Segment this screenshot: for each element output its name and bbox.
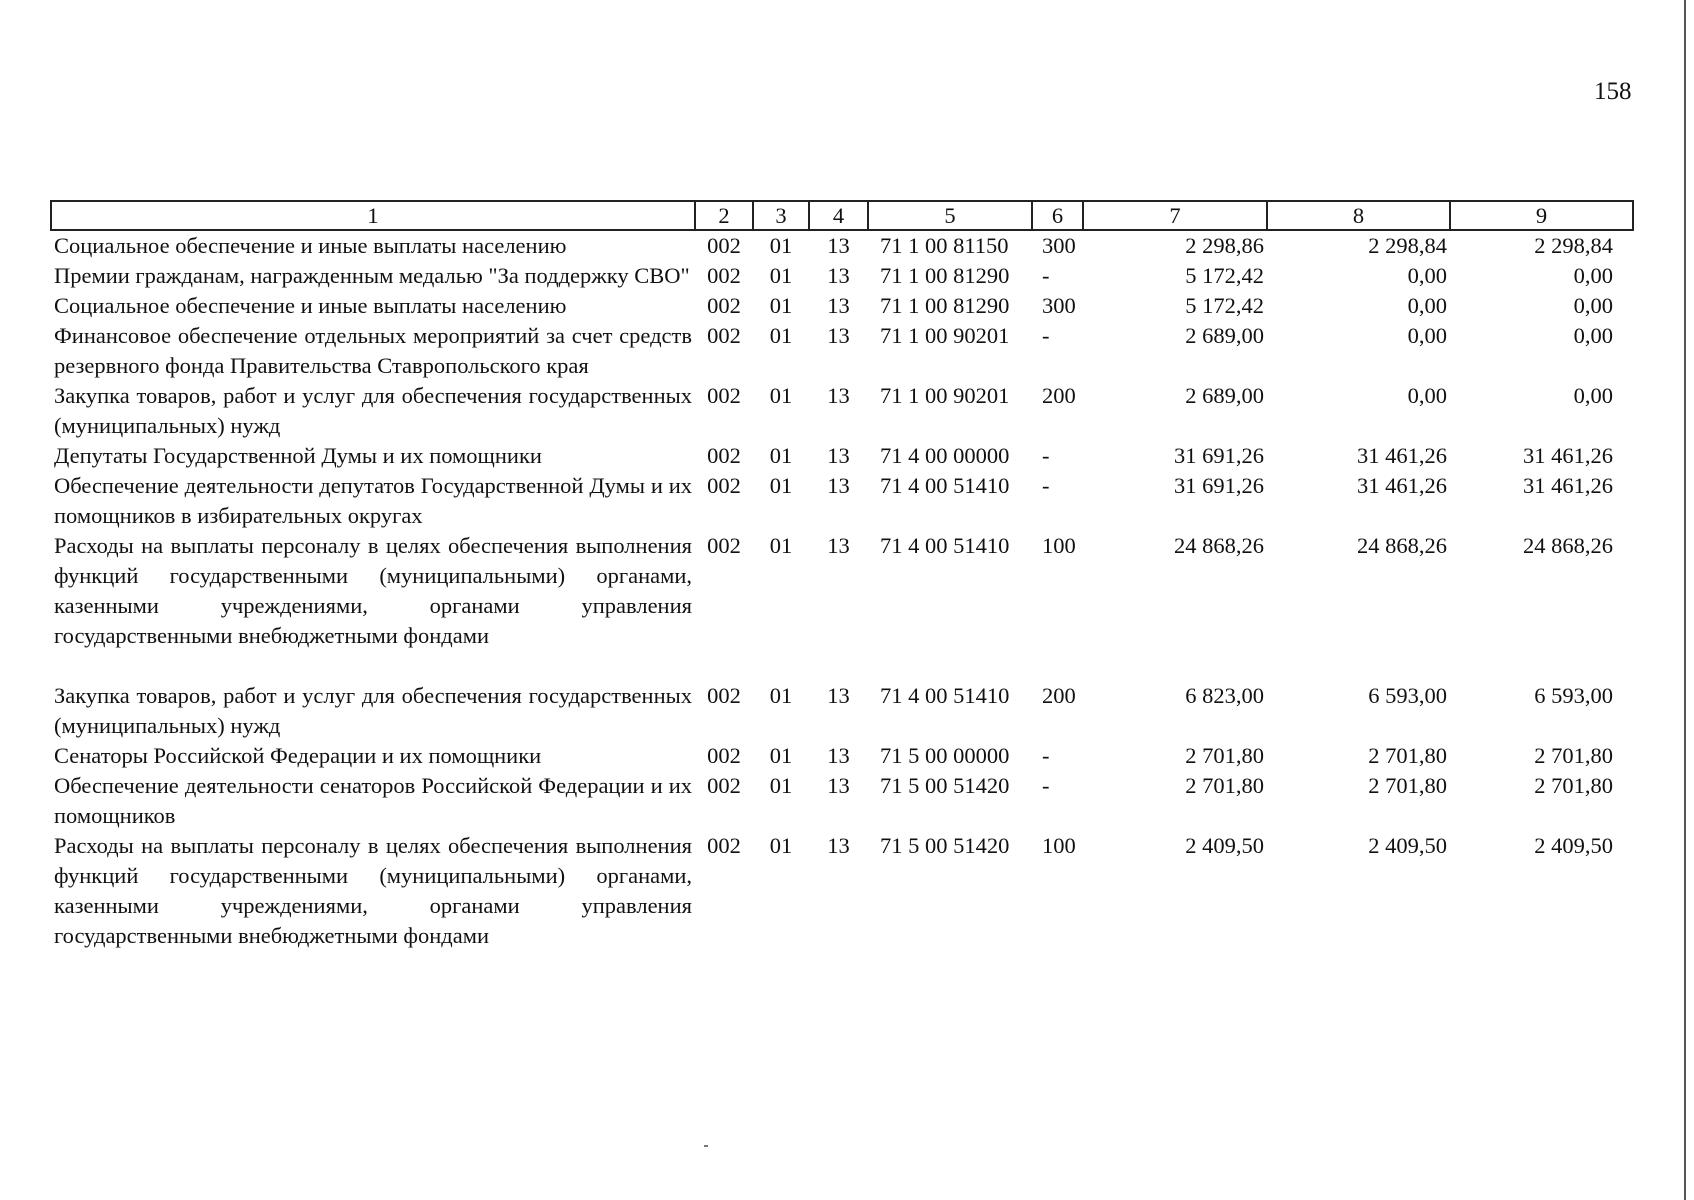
cell-amount-col8: 6 593,00 [1368,683,1447,708]
cell-subsection-code: 13 [827,473,850,498]
cell-amount-col8: 2 701,80 [1368,743,1447,768]
cell-target-article: 71 5 00 51420 [880,773,1010,798]
cell-target-article: 71 4 00 00000 [880,443,1010,468]
expense-name: Сенаторы Российской Федерации и их помощники [54,743,542,768]
cell-amount-col9: 31 461,26 [1523,443,1613,468]
cell-section-code: 01 [769,293,793,318]
expense-name: Социальное обеспечение и иные выплаты населению [54,233,567,258]
cell-amount-col8: 2 409,50 [1368,833,1447,858]
cell-amount-col8: 31 461,26 [1357,443,1447,468]
cell-amount-col9: 0,00 [1573,293,1613,318]
cell-target-article: 71 1 00 90201 [880,323,1010,348]
cell-ministry-code: 002 [707,773,741,798]
cell-ministry-code: 002 [707,383,741,408]
cell-ministry-code: 002 [707,683,741,708]
expense-name: Премии гражданам, награжденным медалью "За поддержку СВО" [54,263,690,288]
cell-subsection-code: 13 [827,443,850,468]
header-col-5: 5 [868,201,1032,230]
cell-amount-col7: 31 691,26 [1174,473,1264,498]
table-row [51,321,1633,381]
cell-target-article: 71 1 00 81290 [880,293,1010,318]
cell-expense-type: - [1042,773,1050,798]
cell-subsection-code: 13 [827,833,850,858]
cell-section-code: 01 [769,383,793,408]
cell-amount-col7: 2 298,86 [1185,233,1264,258]
cell-amount-col7: 2 701,80 [1185,743,1264,768]
cell-section-code: 01 [769,533,793,558]
header-col-8: 8 [1267,201,1450,230]
cell-amount-col8: 0,00 [1407,293,1447,318]
cell-target-article: 71 4 00 51410 [880,533,1010,558]
cell-amount-col9: 6 593,00 [1534,683,1613,708]
cell-amount-col7: 2 689,00 [1185,323,1264,348]
header-col-3: 3 [753,201,809,230]
cell-section-code: 01 [769,323,793,348]
expense-name: Расходы на выплаты персоналу в целях обеспечения выполнения функций государственными (муниципальными) органами, казенными учреждениями, органами управления государственными внебюджетными фондами [54,533,692,648]
cell-ministry-code: 002 [707,533,741,558]
header-col-9: 9 [1450,201,1633,230]
cell-target-article: 71 1 00 81290 [880,263,1010,288]
cell-amount-col7: 31 691,26 [1174,443,1264,468]
cell-expense-type: 200 [1042,383,1076,408]
expense-name: Закупка товаров, работ и услуг для обеспечения государственных (муниципальных) нужд [54,683,692,738]
cell-amount-col8: 2 701,80 [1368,773,1447,798]
expense-name: Закупка товаров, работ и услуг для обеспечения государственных (муниципальных) нужд [54,383,692,438]
cell-section-code: 01 [769,773,793,798]
budget-table [50,200,1634,951]
table-row [51,441,1633,471]
header-col-6: 6 [1032,201,1083,230]
table-row [51,741,1633,771]
table-body [51,230,1633,951]
cell-amount-col9: 31 461,26 [1523,473,1613,498]
row-spacer [51,651,1633,681]
cell-ministry-code: 002 [707,473,741,498]
cell-target-article: 71 5 00 00000 [880,743,1010,768]
cell-target-article: 71 5 00 51420 [880,833,1010,858]
cell-amount-col8: 24 868,26 [1357,533,1447,558]
cell-subsection-code: 13 [827,263,850,288]
cell-amount-col7: 24 868,26 [1174,533,1264,558]
cell-amount-col7: 2 701,80 [1185,773,1264,798]
page-number: 158 [1594,78,1632,105]
cell-amount-col8: 0,00 [1407,383,1447,408]
scan-artifact [704,1145,708,1147]
cell-amount-col9: 2 298,84 [1534,233,1613,258]
cell-subsection-code: 13 [827,773,850,798]
cell-ministry-code: 002 [707,263,741,288]
cell-amount-col8: 0,00 [1407,323,1447,348]
expense-name: Расходы на выплаты персоналу в целях обеспечения выполнения функций государственными (муниципальными) органами, казенными учреждениями, органами управления государственными внебюджетными фондами [54,833,692,948]
cell-target-article: 71 4 00 51410 [880,473,1010,498]
cell-subsection-code: 13 [827,683,850,708]
cell-ministry-code: 002 [707,833,741,858]
cell-ministry-code: 002 [707,293,741,318]
cell-subsection-code: 13 [827,293,850,318]
header-row [51,201,1633,230]
cell-ministry-code: 002 [707,233,741,258]
cell-amount-col9: 2 409,50 [1534,833,1613,858]
cell-amount-col7: 5 172,42 [1185,263,1264,288]
cell-amount-col9: 2 701,80 [1534,743,1613,768]
cell-subsection-code: 13 [827,383,850,408]
cell-section-code: 01 [769,833,793,858]
cell-section-code: 01 [769,683,793,708]
cell-subsection-code: 13 [827,533,850,558]
cell-section-code: 01 [769,233,793,258]
cell-amount-col9: 0,00 [1573,383,1613,408]
header-col-2: 2 [695,201,753,230]
table-row [51,771,1633,831]
expense-name: Социальное обеспечение и иные выплаты населению [54,293,567,318]
cell-amount-col7: 2 409,50 [1185,833,1264,858]
table-row [51,381,1633,441]
cell-expense-type: 100 [1042,833,1076,858]
cell-amount-col7: 6 823,00 [1185,683,1264,708]
table-row [51,831,1633,951]
cell-expense-type: 300 [1042,293,1076,318]
cell-ministry-code: 002 [707,323,741,348]
expense-name: Обеспечение деятельности депутатов Государственной Думы и их помощников в избирательных округах [54,473,692,528]
cell-amount-col8: 31 461,26 [1357,473,1447,498]
header-col-1: 1 [51,201,695,230]
cell-amount-col9: 24 868,26 [1523,533,1613,558]
cell-target-article: 71 4 00 51410 [880,683,1010,708]
cell-amount-col9: 0,00 [1573,263,1613,288]
cell-subsection-code: 13 [827,743,850,768]
table-row [51,681,1633,741]
table-row [51,291,1633,321]
cell-amount-col9: 0,00 [1573,323,1613,348]
cell-section-code: 01 [769,743,793,768]
cell-amount-col8: 0,00 [1407,263,1447,288]
cell-expense-type: 200 [1042,683,1076,708]
table-row [51,230,1633,261]
cell-expense-type: - [1042,443,1050,468]
cell-expense-type: - [1042,323,1050,348]
table-row [51,531,1633,651]
cell-subsection-code: 13 [827,323,850,348]
expense-name: Финансовое обеспечение отдельных мероприятий за счет средств резервного фонда Правительства Ставропольского края [54,323,692,378]
expense-name: Депутаты Государственной Думы и их помощники [54,443,542,468]
cell-expense-type: - [1042,743,1050,768]
cell-amount-col8: 2 298,84 [1368,233,1447,258]
spacer-cell [51,651,1633,681]
cell-amount-col7: 2 689,00 [1185,383,1264,408]
cell-expense-type: 300 [1042,233,1076,258]
cell-section-code: 01 [769,263,793,288]
cell-section-code: 01 [769,473,793,498]
table-row [51,471,1633,531]
header-col-7: 7 [1083,201,1267,230]
scan-edge-line [1684,0,1686,1200]
expense-name: Обеспечение деятельности сенаторов Российской Федерации и их помощников [54,773,692,828]
cell-section-code: 01 [769,443,793,468]
cell-ministry-code: 002 [707,743,741,768]
cell-ministry-code: 002 [707,443,741,468]
cell-expense-type: 100 [1042,533,1076,558]
cell-expense-type: - [1042,473,1050,498]
cell-expense-type: - [1042,263,1050,288]
cell-target-article: 71 1 00 81150 [880,233,1009,258]
table-row [51,261,1633,291]
cell-amount-col9: 2 701,80 [1534,773,1613,798]
header-col-4: 4 [809,201,868,230]
cell-target-article: 71 1 00 90201 [880,383,1010,408]
cell-amount-col7: 5 172,42 [1185,293,1264,318]
cell-subsection-code: 13 [827,233,850,258]
